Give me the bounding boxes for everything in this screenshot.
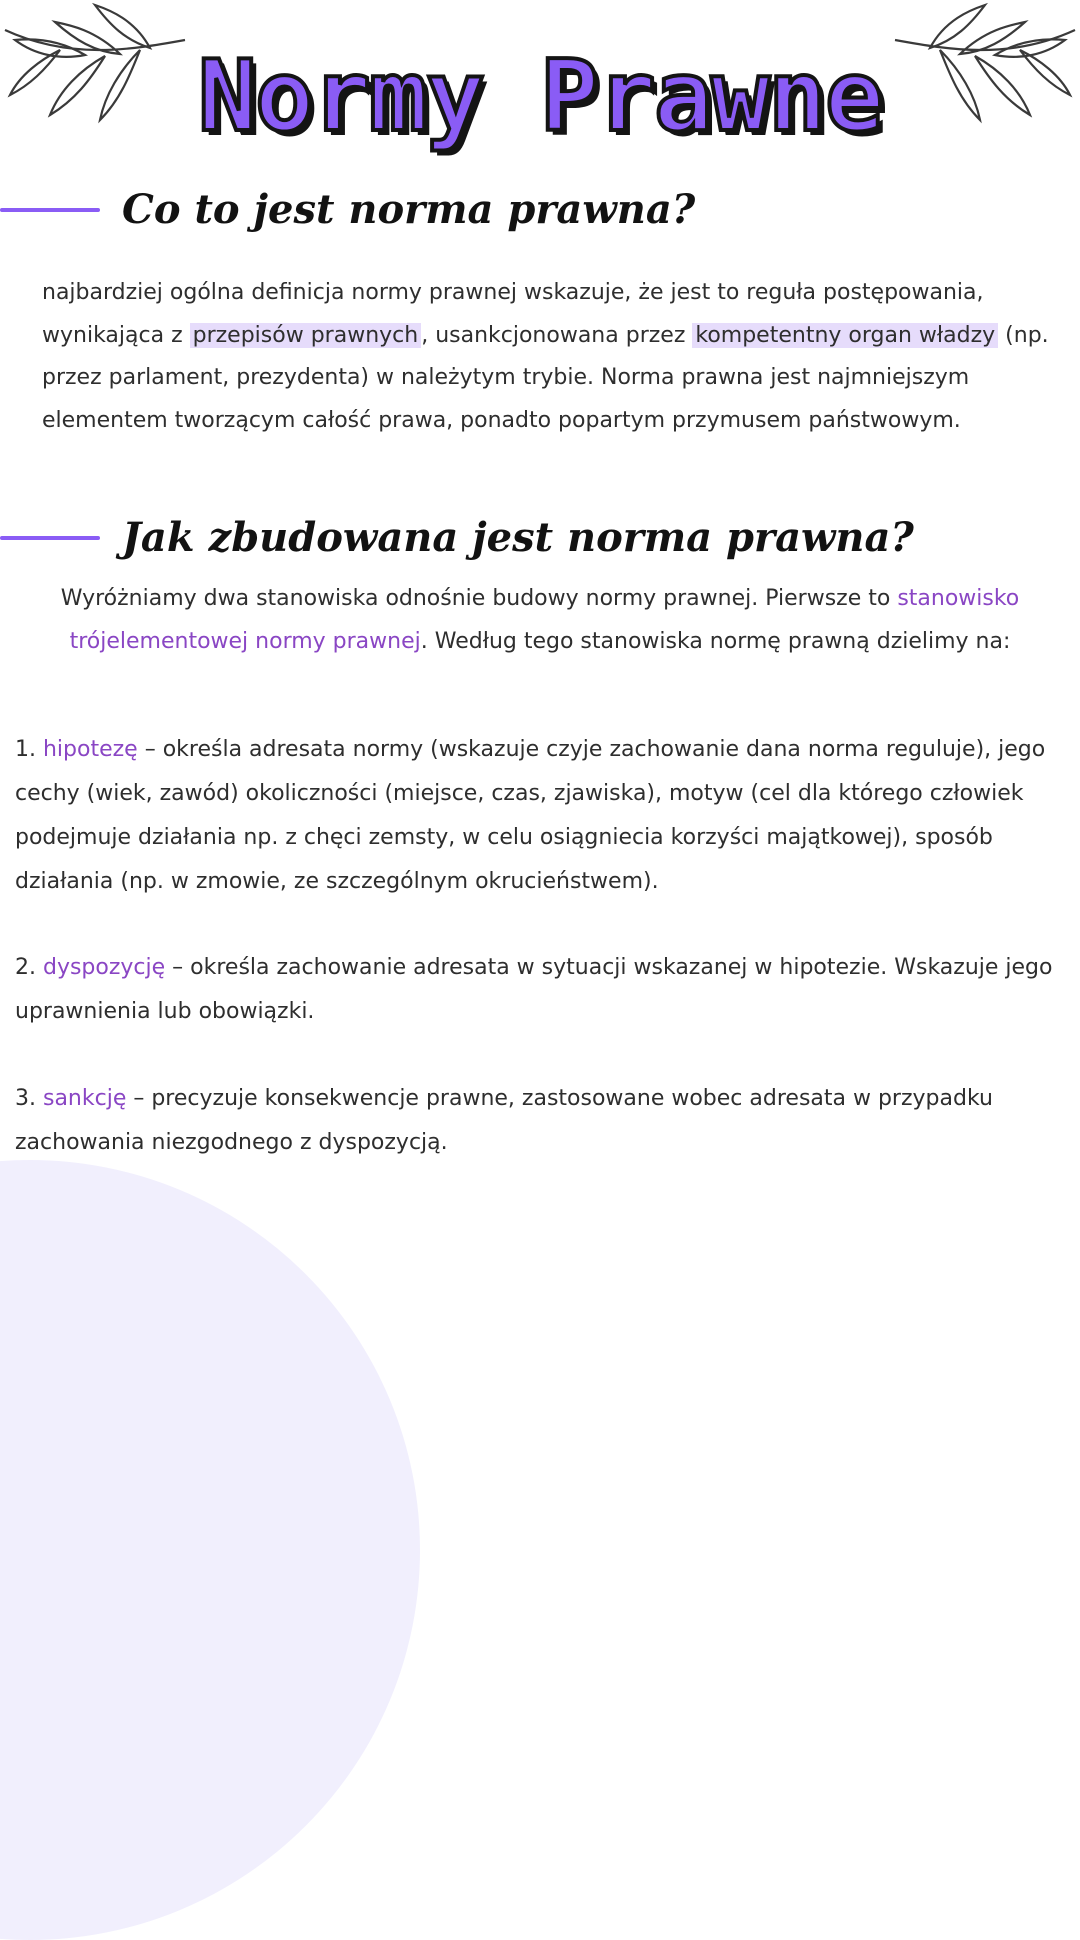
intro-term: stanowisko trójelementowej normy prawnej — [69, 586, 1020, 654]
highlight-przepisow: przepisów prawnych — [190, 323, 422, 348]
list-item-hipoteza — [15, 728, 1075, 904]
section-divider-line — [0, 208, 100, 212]
section-heading-text: Co to jest norma prawna? — [122, 186, 696, 233]
list-term: hipotezę — [42, 737, 138, 762]
paragraph-text: (np. przez parlament, prezydenta) w należytym trybie. Norma prawna jest najmniejszym elementem tworzącym całość prawa, ponadto popartym przymusem państwowym. — [42, 322, 1049, 433]
list-item-dyspozycja — [15, 946, 1075, 1034]
paragraph-text: , usankcjonowana przez — [421, 322, 686, 348]
list-term: dyspozycję — [42, 955, 166, 980]
section-heading-definition — [0, 186, 695, 233]
page-title: Normy Prawne — [197, 40, 882, 154]
list-text: – precyzuje konsekwencje prawne, zastosowane wobec adresata w przypadku zachowania niezgodnego z dyspozycją. — [15, 1086, 993, 1155]
definition-paragraph — [42, 272, 1052, 442]
list-number: 1. — [15, 737, 43, 762]
list-text: – określa adresata normy (wskazuje czyje zachowanie dana norma reguluje), jego cechy (wiek, zawód) okoliczności (miejsce, czas, zjawiska), motyw (cel dla którego człowiek podejmuje działania np. z chęci zemsty, w celu osiągniecia korzyści majątkowej), sposób działania (np. w zmowie, ze szczególnym okrucieństwem). — [15, 737, 1046, 894]
section-heading-structure — [0, 514, 914, 561]
list-item-sankcja — [15, 1077, 1075, 1165]
intro-text: . Według tego stanowiska normę prawną dzielimy na: — [420, 628, 1011, 654]
decorative-circle — [0, 1160, 420, 1940]
intro-text: Wyróżniamy dwa stanowiska odnośnie budowy normy prawnej. Pierwsze to — [60, 586, 891, 611]
list-number: 2. — [15, 955, 43, 980]
list-text: – określa zachowanie adresata w sytuacji wskazanej w hipotezie. Wskazuje jego uprawnienia lub obowiązki. — [15, 955, 1053, 1024]
section-divider-line — [0, 536, 100, 540]
structure-intro — [40, 578, 1040, 663]
highlight-organ: kompetentny organ władzy — [692, 323, 998, 348]
paragraph-text: najbardziej ogólna definicja normy prawnej wskazuje, że jest to reguła postępowania, wynikająca z — [42, 280, 984, 348]
section-heading-text: Jak zbudowana jest norma prawna? — [122, 514, 914, 561]
list-number: 3. — [15, 1086, 43, 1111]
list-term: sankcję — [42, 1086, 127, 1111]
